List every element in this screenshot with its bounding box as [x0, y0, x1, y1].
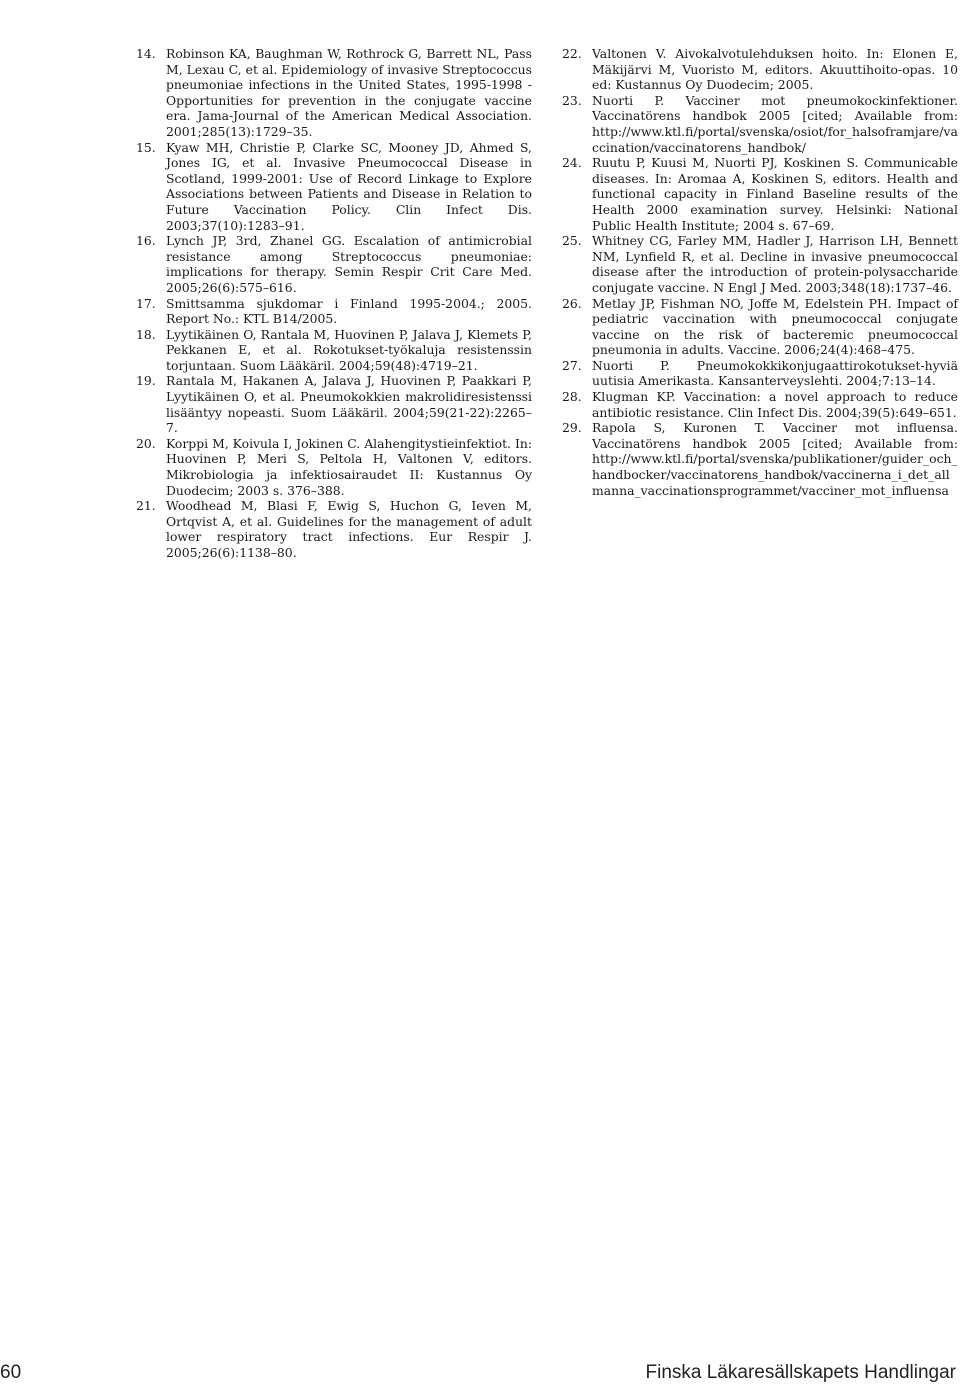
reference-item	[136, 327, 532, 374]
reference-number: 16.	[136, 233, 156, 249]
reference-number: 26.	[562, 295, 582, 311]
reference-number: 14.	[136, 46, 156, 61]
reference-item	[562, 233, 958, 295]
reference-text: Kyaw MH, Christie P, Clarke SC, Mooney JD, Ahmed S, Jones IG, et al. Invasive Pneumococcal Disease in Scotland, 1999-2001: Use of Record Linkage to Explore Associations between Patients and Disease in Relation to Future Vaccination Policy. Clin Infect Dis. 2003;37(10):1283–91.	[166, 139, 532, 233]
reference-number: 24.	[562, 155, 582, 171]
reference-number: 20.	[136, 435, 156, 451]
reference-number: 25.	[562, 233, 582, 249]
reference-number: 18.	[136, 326, 156, 342]
reference-item	[136, 436, 532, 498]
reference-text: Rantala M, Hakanen A, Jalava J, Huovinen P, Paakkari P, Lyytikäinen O, et al. Pneumokokkien makrolidiresistenssi lisääntyy nopeasti. Suom Lääkäril. 2004;59(21-22):2265–7.	[166, 373, 532, 436]
reference-item	[136, 46, 532, 140]
reference-number: 29.	[562, 420, 582, 436]
reference-item	[562, 46, 958, 93]
journal-title: Finska Läkaresällskapets Handlingar	[645, 1362, 956, 1383]
reference-text: Nuorti P. Pneumokokkikonjugaattirokotukset-hyviä uutisia Amerikasta. Kansanterveyslehti. 2004;7:13–14.	[592, 357, 958, 389]
reference-number: 15.	[136, 139, 156, 155]
reference-number: 19.	[136, 373, 156, 389]
reference-item	[136, 498, 532, 560]
reference-text: Rapola S, Kuronen T. Vacciner mot influensa. Vaccinatörens handbok 2005 [cited; Available from: http://www.ktl.fi/portal/svenska/publikationer/guider_och_handbocker/vaccinatorens_handbok/vaccinerna_i_det_allmanna_vaccinationsprogrammet/vacciner_mot_influensa	[592, 420, 958, 498]
reference-item	[562, 93, 958, 155]
reference-column-left	[136, 46, 532, 561]
reference-list-left	[136, 46, 532, 561]
reference-number: 17.	[136, 295, 156, 311]
reference-text: Smittsamma sjukdomar i Finland 1995-2004.; 2005. Report No.: KTL B14/2005.	[166, 295, 532, 327]
reference-text: Woodhead M, Blasi F, Ewig S, Huchon G, Ieven M, Ortqvist A, et al. Guidelines for the management of adult lower respiratory tract infections. Eur Respir J. 2005;26(6):1138–80.	[166, 498, 532, 560]
reference-text: Valtonen V. Aivokalvotulehduksen hoito. In: Elonen E, Mäkijärvi M, Vuoristo M, editors. Akuuttihoito-opas. 10 ed: Kustannus Oy Duodecim; 2005.	[592, 46, 958, 93]
reference-item	[562, 420, 958, 498]
reference-number: 28.	[562, 389, 582, 405]
reference-item	[562, 389, 958, 420]
reference-item	[136, 233, 532, 295]
reference-text: Whitney CG, Farley MM, Hadler J, Harrison LH, Bennett NM, Lynfield R, et al. Decline in invasive pneumococcal disease after the introduction of protein-polysaccharide conjugate vaccine. N Engl J Med. 2003;348(18):1737–46.	[592, 233, 958, 295]
reference-text: Lynch JP, 3rd, Zhanel GG. Escalation of antimicrobial resistance among Streptococcus pneumoniae: implications for therapy. Semin Respir Crit Care Med. 2005;26(6):575–616.	[166, 233, 532, 295]
reference-list-right	[562, 46, 958, 498]
reference-item	[136, 140, 532, 234]
reference-item	[562, 296, 958, 358]
reference-text: Robinson KA, Baughman W, Rothrock G, Barrett NL, Pass M, Lexau C, et al. Epidemiology of invasive Streptococcus pneumoniae infections in the United States, 1995-1998 - Opportunities for prevention in the conjugate vaccine era. Jama-Journal of the American Medical Association. 2001;285(13):1729–35.	[166, 46, 532, 139]
reference-text: Ruutu P, Kuusi M, Nuorti PJ, Koskinen S. Communicable diseases. In: Aromaa A, Koskinen S, editors. Health and functional capacity in Finland Baseline results of the Health 2000 examination survey. Helsinki: National Public Health Institute; 2004 s. 67–69.	[592, 155, 958, 233]
reference-item	[562, 155, 958, 233]
reference-item	[136, 296, 532, 327]
page-number: 60	[0, 1362, 22, 1383]
reference-item	[562, 358, 958, 389]
reference-number: 22.	[562, 46, 582, 61]
reference-number: 23.	[562, 92, 582, 108]
reference-text: Korppi M, Koivula I, Jokinen C. Alahengitystieinfektiot. In: Huovinen P, Meri S, Peltola H, Valtonen V, editors. Mikrobiologia ja infektiosairaudet II: Kustannus Oy Duodecim; 2003 s. 376–388.	[166, 435, 532, 498]
reference-text: Metlay JP, Fishman NO, Joffe M, Edelstein PH. Impact of pediatric vaccination with pneumococcal conjugate vaccine on the risk of bacteremic pneumococcal pneumonia in adults. Vaccine. 2006;24(4):468–475.	[592, 295, 958, 358]
reference-column-right	[562, 46, 958, 498]
reference-item	[136, 373, 532, 435]
reference-text: Lyytikäinen O, Rantala M, Huovinen P, Jalava J, Klemets P, Pekkanen E, et al. Rokotukset-työkaluja resistenssin torjuntaan. Suom Lääkäril. 2004;59(48):4719–21.	[166, 326, 532, 373]
reference-text: Nuorti P. Vacciner mot pneumokockinfektioner. Vaccinatörens handbok 2005 [cited; Available from: http://www.ktl.fi/portal/svenska/osiot/for_halsoframjare/vaccination/vaccinatorens_handbok/	[592, 92, 958, 155]
reference-number: 21.	[136, 498, 156, 514]
reference-number: 27.	[562, 357, 582, 373]
reference-text: Klugman KP. Vaccination: a novel approach to reduce antibiotic resistance. Clin Infect Dis. 2004;39(5):649–651.	[592, 389, 958, 420]
